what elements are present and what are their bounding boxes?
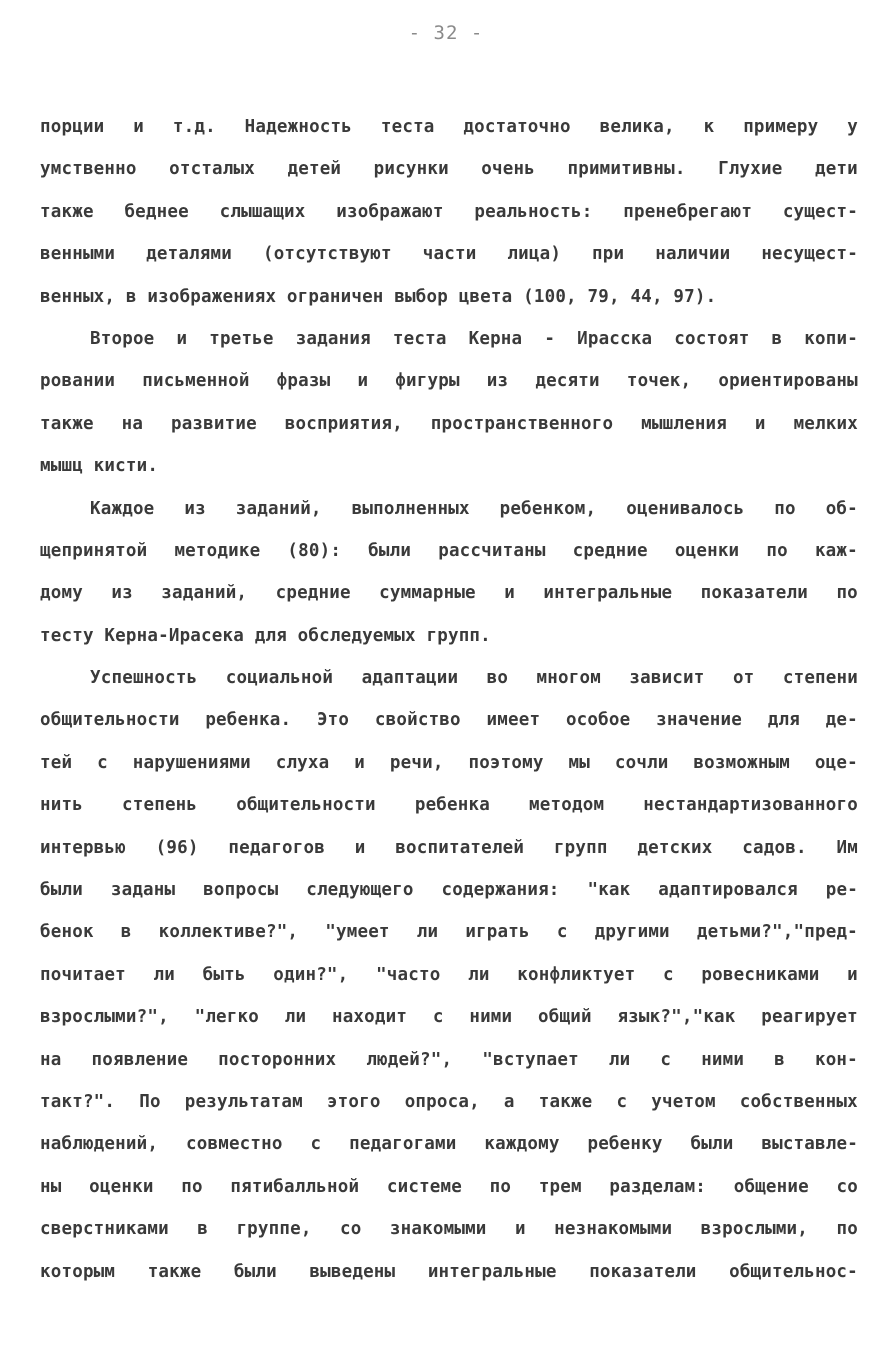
text-line: также беднее слышащих изображают реальность: пренебрегают сущест- <box>40 201 858 222</box>
text-line: общительности ребенка. Это свойство имеет особое значение для де- <box>40 710 858 731</box>
text-line: дому из заданий, средние суммарные и интегральные показатели по <box>40 583 858 604</box>
text-line: были заданы вопросы следующего содержания: "как адаптировался ре- <box>40 880 858 901</box>
text-line: Каждое из заданий, выполненных ребенком, оценивалось по об- <box>90 498 858 519</box>
text-line: взрослыми?", "легко ли находит с ними общий язык?","как реагирует <box>40 1007 858 1028</box>
text-line: ны оценки по пятибалльной системе по трем разделам: общение со <box>40 1176 858 1197</box>
text-line: венными деталями (отсутствуют части лица) при наличии несущест- <box>40 244 858 265</box>
text-line: Второе и третье задания теста Керна - Ирасска состоят в копи- <box>90 328 858 349</box>
text-line: порции и т.д. Надежность теста достаточно велика, к примеру у <box>40 117 858 137</box>
text-line: бенок в коллективе?", "умеет ли играть с другими детьми?","пред- <box>40 922 858 943</box>
text-line: которым также были выведены интегральные показатели общительнос- <box>40 1261 858 1282</box>
text-line: такт?". По результатам этого опроса, а также с учетом собственных <box>40 1091 858 1112</box>
text-line: ровании письменной фразы и фигуры из десяти точек, ориентированы <box>40 371 858 392</box>
text-line: тей с нарушениями слуха и речи, поэтому мы сочли возможным оце- <box>40 752 858 773</box>
text-line: интервью (96) педагогов и воспитателей групп детских садов. Им <box>40 837 858 858</box>
text-line: на появление посторонних людей?", "вступает ли с ними в кон- <box>40 1049 858 1070</box>
text-line: также на развитие восприятия, пространственного мышления и мелких <box>40 413 858 434</box>
text-line: сверстниками в группе, со знакомыми и незнакомыми взрослыми, по <box>40 1219 858 1240</box>
text-line: мышц кисти. <box>40 456 159 477</box>
page-number: - 32 - <box>408 22 484 44</box>
text-line: щепринятой методике (80): были рассчитаны средние оценки по каж- <box>40 540 858 561</box>
text-line: умственно отсталых детей рисунки очень примитивны. Глухие дети <box>40 159 858 180</box>
body-text <box>40 106 858 1293</box>
text-line: нить степень общительности ребенка методом нестандартизованного <box>40 795 858 816</box>
text-line: тесту Керна-Ирасека для обследуемых групп. <box>40 625 491 646</box>
text-line: почитает ли быть один?", "часто ли конфликтует с ровесниками и <box>40 964 858 985</box>
text-line: Успешность социальной адаптации во многом зависит от степени <box>90 668 858 689</box>
text-line: венных, в изображениях ограничен выбор цвета (100, 79, 44, 97). <box>40 286 717 307</box>
text-line: наблюдений, совместно с педагогами каждому ребенку были выставле- <box>40 1134 858 1155</box>
